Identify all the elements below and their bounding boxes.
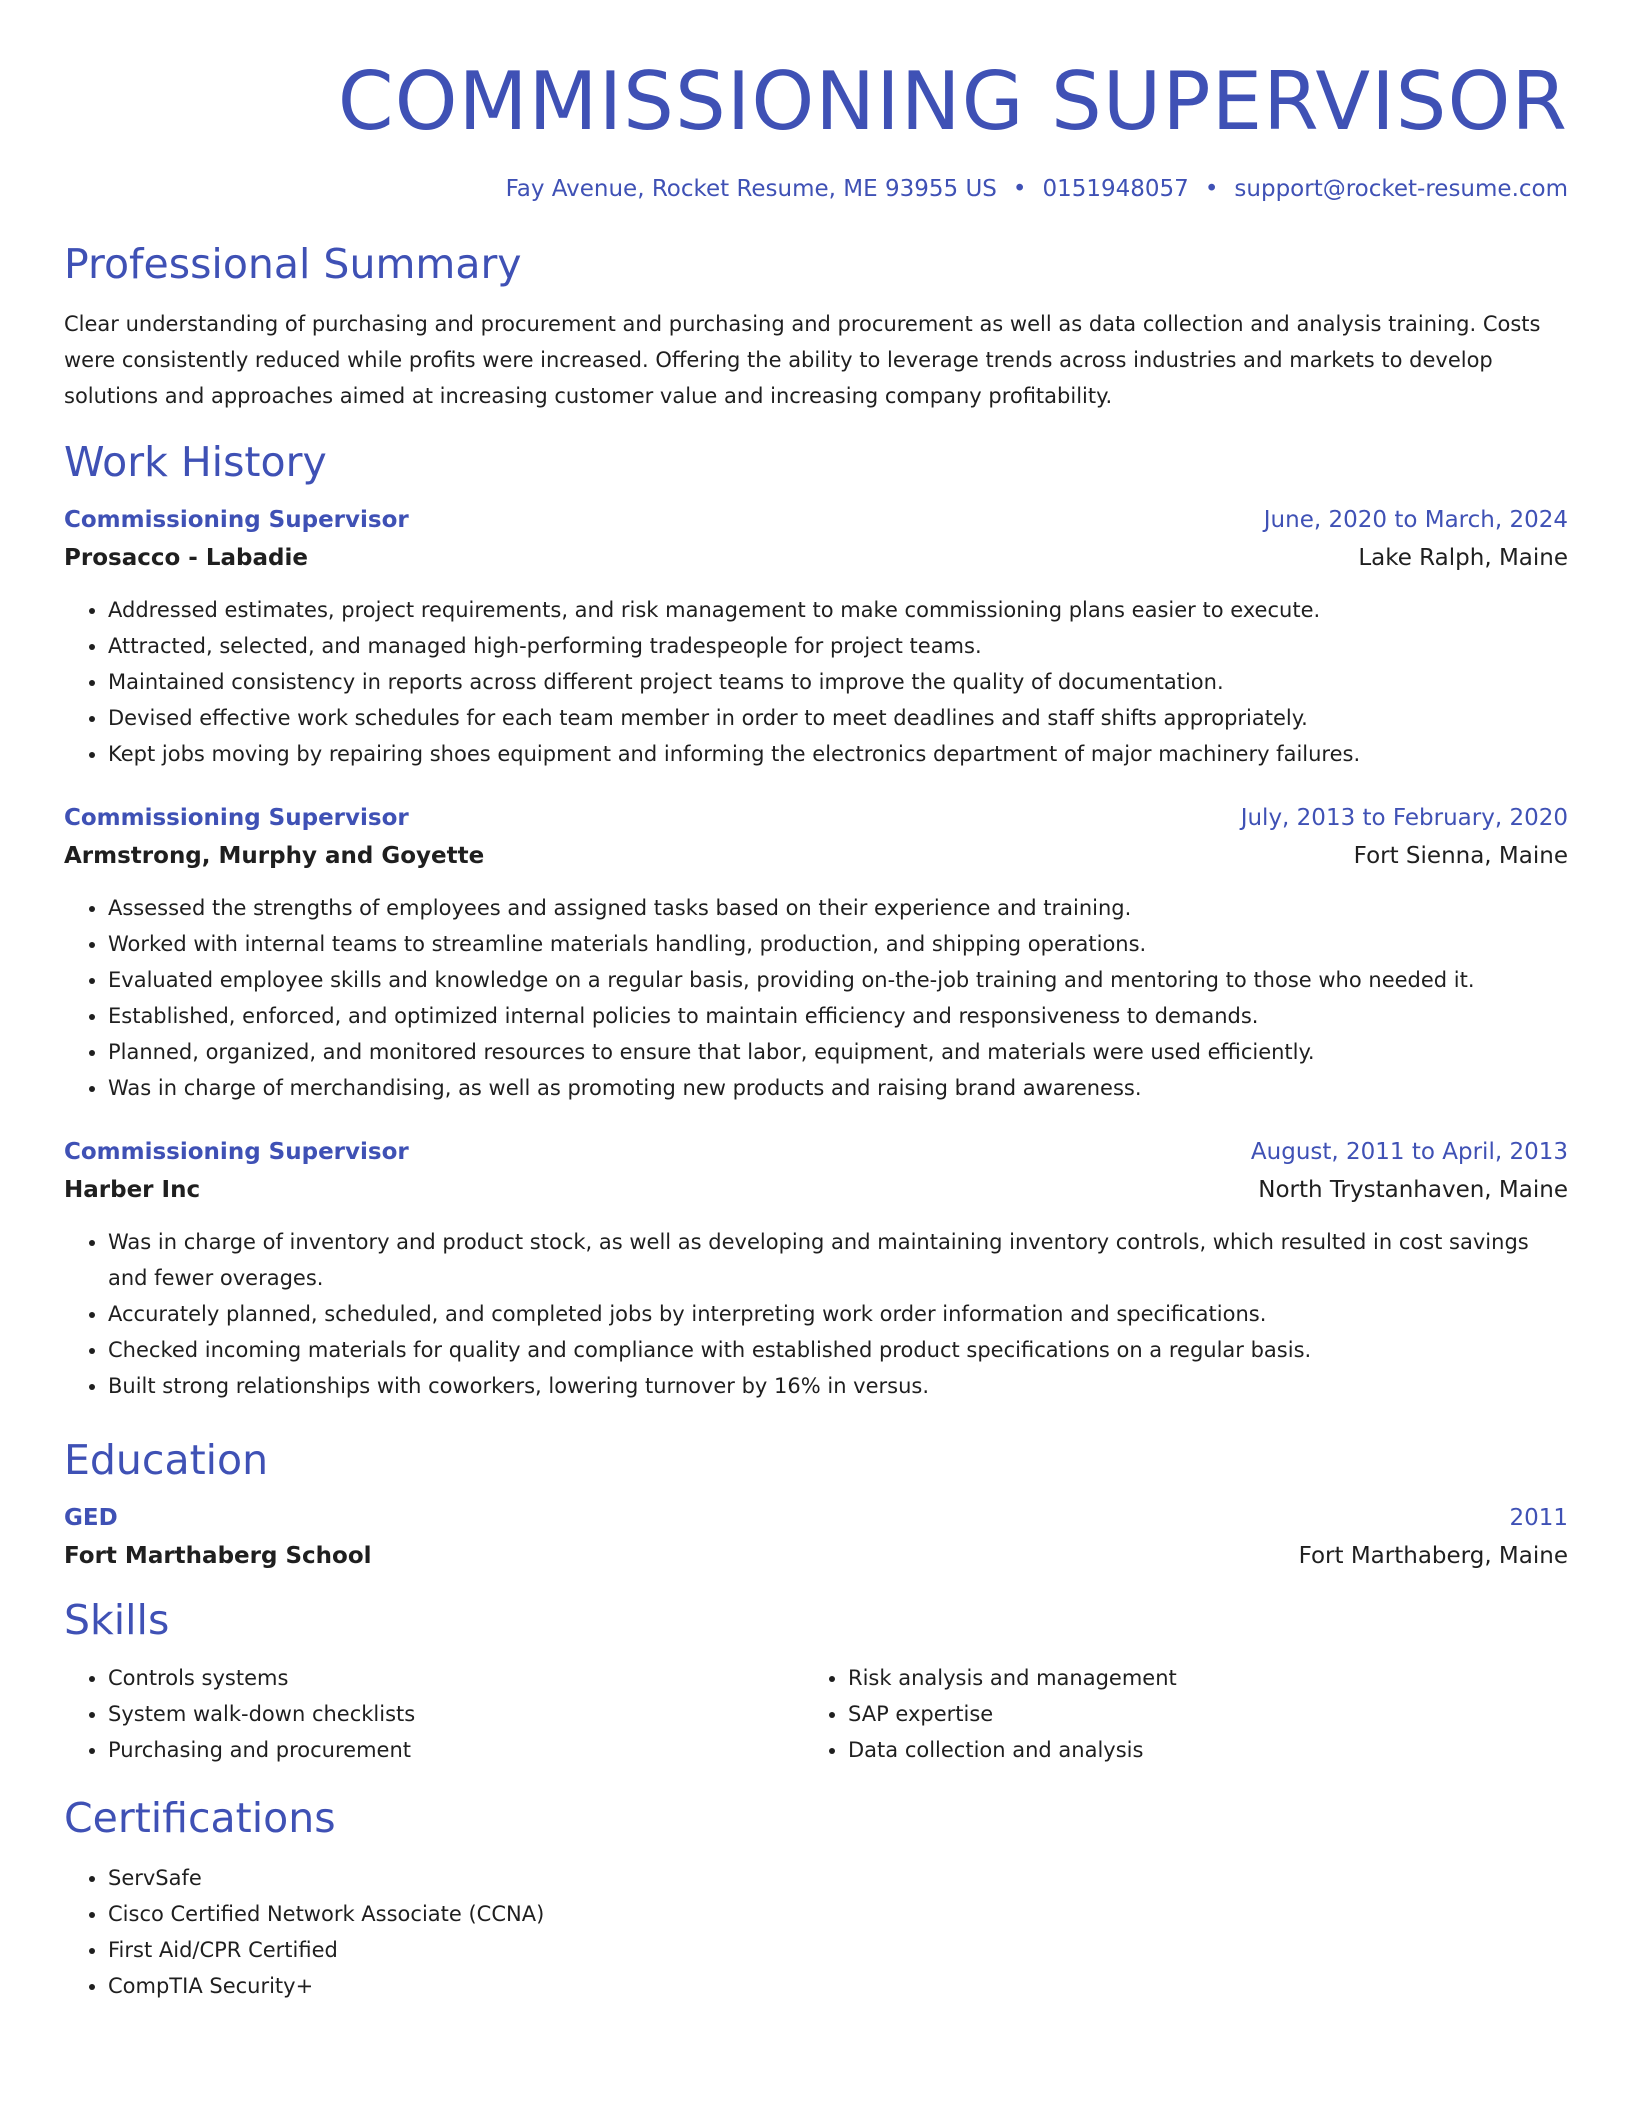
job-title: Commissioning Supervisor bbox=[64, 507, 409, 533]
contact-email[interactable]: support@rocket-resume.com bbox=[1234, 176, 1568, 202]
job-entry bbox=[64, 502, 1568, 772]
job-employer: Harber Inc bbox=[64, 1177, 201, 1203]
education-school-row bbox=[64, 1536, 1568, 1576]
education-entry bbox=[64, 1500, 1568, 1576]
resume-header bbox=[64, 52, 1568, 206]
job-bullet: • Evaluated employee skills and knowledge on a regular basis, providing on-the-job training and mentoring to those who needed it. bbox=[108, 962, 1568, 998]
education-degree: GED bbox=[64, 1505, 118, 1531]
job-bullet: • Built strong relationships with coworkers, lowering turnover by 16% in versus. bbox=[108, 1368, 1568, 1404]
skill-item: • System walk-down checklists bbox=[108, 1696, 804, 1732]
job-dates: July, 2013 to February, 2020 bbox=[1240, 805, 1568, 831]
job-employer: Prosacco - Labadie bbox=[64, 545, 308, 571]
job-bullet: • Was in charge of merchandising, as well as promoting new products and raising brand awareness. bbox=[108, 1070, 1568, 1106]
job-title: Commissioning Supervisor bbox=[64, 805, 409, 831]
contact-separator: • bbox=[1204, 176, 1219, 202]
summary-heading: Professional Summary bbox=[64, 240, 522, 288]
job-bullet: • Worked with internal teams to streamline materials handling, production, and shipping operations. bbox=[108, 926, 1568, 962]
job-bullets bbox=[64, 1224, 1568, 1404]
job-bullets bbox=[64, 890, 1568, 1106]
job-header-row bbox=[64, 502, 1568, 538]
job-location: Lake Ralph, Maine bbox=[1358, 545, 1568, 571]
job-entry bbox=[64, 1134, 1568, 1404]
certifications-heading: Certifications bbox=[64, 1794, 336, 1842]
skills-heading: Skills bbox=[64, 1596, 170, 1644]
certification-item: • First Aid/CPR Certified bbox=[108, 1932, 1568, 1968]
job-title: Commissioning Supervisor bbox=[64, 1139, 409, 1165]
job-bullet: • Maintained consistency in reports across different project teams to improve the quality of documentation. bbox=[108, 664, 1568, 700]
job-bullet: • Accurately planned, scheduled, and completed jobs by interpreting work order information and specifications. bbox=[108, 1296, 1568, 1332]
education-header-row bbox=[64, 1500, 1568, 1536]
contact-address: Fay Avenue, Rocket Resume, ME 93955 US bbox=[505, 176, 997, 202]
certification-item: • CompTIA Security+ bbox=[108, 1968, 1568, 2004]
job-bullet: • Kept jobs moving by repairing shoes equipment and informing the electronics department of major machinery failures. bbox=[108, 736, 1568, 772]
job-header-row bbox=[64, 1134, 1568, 1170]
job-bullet: • Was in charge of inventory and product stock, as well as developing and maintaining inventory controls, which resulted in cost savings and fewer overages. bbox=[108, 1224, 1568, 1296]
skill-item: • Data collection and analysis bbox=[848, 1732, 1568, 1768]
work-history-heading: Work History bbox=[64, 438, 327, 486]
job-bullet: • Established, enforced, and optimized internal policies to maintain efficiency and responsiveness to demands. bbox=[108, 998, 1568, 1034]
summary-text: Clear understanding of purchasing and procurement and purchasing and procurement as well as data collection and analysis training. Costs were consistently reduced while profits were increased. Offering the ability to leverage trends across industries and markets to develop solutions and approaches aimed at increasing customer value and increasing company profitability. bbox=[64, 312, 1541, 408]
job-bullet: • Addressed estimates, project requirements, and risk management to make commissioning plans easier to execute. bbox=[108, 592, 1568, 628]
skill-item: • SAP expertise bbox=[848, 1696, 1568, 1732]
job-bullets bbox=[64, 592, 1568, 772]
job-employer: Armstrong, Murphy and Goyette bbox=[64, 843, 485, 869]
job-header-row bbox=[64, 800, 1568, 836]
job-employer-row bbox=[64, 1170, 1568, 1210]
contact-separator: • bbox=[1012, 176, 1027, 202]
education-heading: Education bbox=[64, 1436, 269, 1484]
job-bullet: • Attracted, selected, and managed high-performing tradespeople for project teams. bbox=[108, 628, 1568, 664]
job-employer-row bbox=[64, 836, 1568, 876]
job-dates: August, 2011 to April, 2013 bbox=[1250, 1139, 1568, 1165]
education-year: 2011 bbox=[1509, 1505, 1568, 1531]
job-bullet: • Checked incoming materials for quality and compliance with established product specifications on a regular basis. bbox=[108, 1332, 1568, 1368]
skills-bullets-right bbox=[804, 1660, 1568, 1768]
education-location: Fort Marthaberg, Maine bbox=[1298, 1543, 1568, 1569]
certification-item: • Cisco Certified Network Associate (CCNA) bbox=[108, 1896, 1568, 1932]
certification-item: • ServSafe bbox=[108, 1860, 1568, 1896]
job-bullet: • Planned, organized, and monitored resources to ensure that labor, equipment, and materials were used efficiently. bbox=[108, 1034, 1568, 1070]
job-bullet: • Assessed the strengths of employees and assigned tasks based on their experience and training. bbox=[108, 890, 1568, 926]
job-entry bbox=[64, 800, 1568, 1106]
contact-line bbox=[64, 172, 1568, 206]
skills-bullets-left bbox=[64, 1660, 804, 1768]
skill-item: • Controls systems bbox=[108, 1660, 804, 1696]
contact-phone: 0151948057 bbox=[1042, 176, 1189, 202]
resume-name: COMMISSIONING SUPERVISOR bbox=[337, 55, 1568, 148]
certifications-list bbox=[64, 1860, 1568, 2004]
skills-list bbox=[64, 1660, 1568, 1768]
skill-item: • Purchasing and procurement bbox=[108, 1732, 804, 1768]
skills-column-right bbox=[804, 1660, 1568, 1768]
job-location: North Trystanhaven, Maine bbox=[1258, 1177, 1568, 1203]
job-employer-row bbox=[64, 538, 1568, 578]
job-bullet: • Devised effective work schedules for each team member in order to meet deadlines and staff shifts appropriately. bbox=[108, 700, 1568, 736]
education-school: Fort Marthaberg School bbox=[64, 1543, 372, 1569]
job-location: Fort Sienna, Maine bbox=[1353, 843, 1568, 869]
skills-column-left bbox=[64, 1660, 804, 1768]
job-dates: June, 2020 to March, 2024 bbox=[1263, 507, 1568, 533]
skill-item: • Risk analysis and management bbox=[848, 1660, 1568, 1696]
